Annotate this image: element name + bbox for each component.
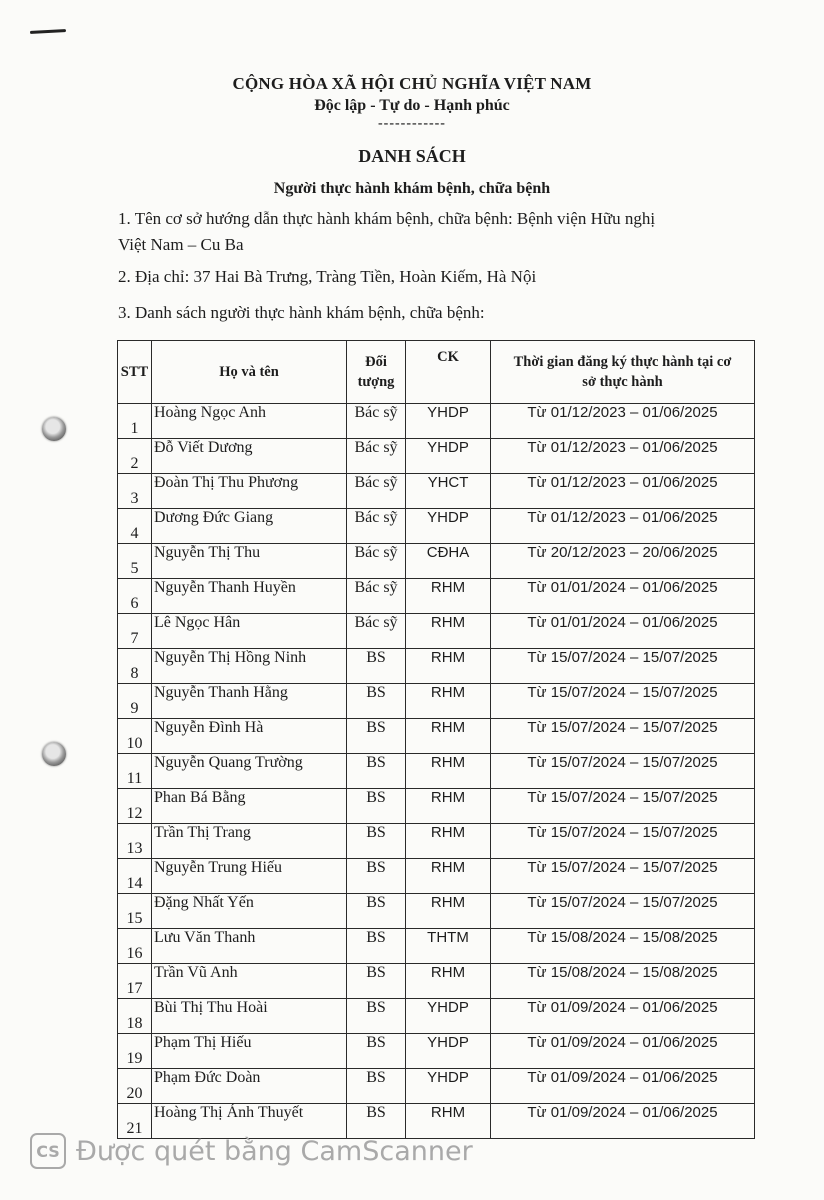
row-time: Từ 01/09/2024 – 01/06/2025 <box>491 1069 755 1104</box>
row-type: Bác sỹ <box>347 579 406 614</box>
row-ck: YHDP <box>406 999 491 1034</box>
header-time <box>491 341 755 404</box>
row-type: Bác sỹ <box>347 474 406 509</box>
header-stt: STT <box>118 341 152 404</box>
table-row <box>118 1034 755 1069</box>
table-row <box>118 439 755 474</box>
row-stt: 14 <box>118 859 152 894</box>
row-name: Đỗ Viết Dương <box>152 439 347 474</box>
row-time: Từ 01/12/2023 – 01/06/2025 <box>491 509 755 544</box>
row-stt: 17 <box>118 964 152 999</box>
table-row <box>118 404 755 439</box>
header-type-line1: Đối <box>365 354 387 370</box>
row-time: Từ 15/07/2024 – 15/07/2025 <box>491 824 755 859</box>
row-name: Nguyễn Đình Hà <box>152 719 347 754</box>
row-type: Bác sỹ <box>347 439 406 474</box>
table-header-row <box>118 341 755 404</box>
row-stt: 1 <box>118 404 152 439</box>
row-time: Từ 01/01/2024 – 01/06/2025 <box>491 614 755 649</box>
row-type: Bác sỹ <box>347 404 406 439</box>
row-stt: 6 <box>118 579 152 614</box>
row-time: Từ 15/07/2024 – 15/07/2025 <box>491 754 755 789</box>
row-stt: 15 <box>118 894 152 929</box>
row-type: BS <box>347 894 406 929</box>
row-name: Trần Thị Trang <box>152 824 347 859</box>
row-stt: 16 <box>118 929 152 964</box>
row-stt: 10 <box>118 719 152 754</box>
row-stt: 21 <box>118 1104 152 1139</box>
table-row <box>118 684 755 719</box>
national-title: CỘNG HÒA XÃ HỘI CHỦ NGHĨA VIỆT NAM <box>232 74 592 93</box>
row-time: Từ 01/12/2023 – 01/06/2025 <box>491 474 755 509</box>
row-time: Từ 01/09/2024 – 01/06/2025 <box>491 999 755 1034</box>
table-row <box>118 719 755 754</box>
row-stt: 5 <box>118 544 152 579</box>
row-ck: RHM <box>406 719 491 754</box>
header-type <box>347 341 406 404</box>
row-name: Lưu Văn Thanh <box>152 929 347 964</box>
row-time: Từ 20/12/2023 – 20/06/2025 <box>491 544 755 579</box>
row-ck: CĐHA <box>406 544 491 579</box>
document-title: DANH SÁCH <box>358 146 466 166</box>
row-name: Nguyễn Thanh Huyền <box>152 579 347 614</box>
row-name: Bùi Thị Thu Hoài <box>152 999 347 1034</box>
address-paragraph: 2. Địa chỉ: 37 Hai Bà Trưng, Tràng Tiền, Hoàn Kiếm, Hà Nội <box>118 267 537 286</box>
row-name: Lê Ngọc Hân <box>152 614 347 649</box>
row-stt: 18 <box>118 999 152 1034</box>
camscanner-logo-icon: CS <box>30 1133 66 1169</box>
table-row <box>118 1069 755 1104</box>
row-ck: RHM <box>406 649 491 684</box>
table-row <box>118 614 755 649</box>
row-time: Từ 15/07/2024 – 15/07/2025 <box>491 859 755 894</box>
facility-name-line2: Việt Nam – Cu Ba <box>118 235 244 254</box>
row-type: BS <box>347 1069 406 1104</box>
row-time: Từ 15/07/2024 – 15/07/2025 <box>491 789 755 824</box>
table-row <box>118 474 755 509</box>
row-stt: 12 <box>118 789 152 824</box>
table-row <box>118 649 755 684</box>
table-row <box>118 999 755 1034</box>
row-stt: 8 <box>118 649 152 684</box>
row-stt: 2 <box>118 439 152 474</box>
list-intro-paragraph: 3. Danh sách người thực hành khám bệnh, chữa bệnh: <box>118 303 485 322</box>
row-name: Trần Vũ Anh <box>152 964 347 999</box>
row-type: BS <box>347 1104 406 1139</box>
row-time: Từ 01/12/2023 – 01/06/2025 <box>491 439 755 474</box>
row-ck: RHM <box>406 964 491 999</box>
row-type: BS <box>347 999 406 1034</box>
row-name: Đoàn Thị Thu Phương <box>152 474 347 509</box>
row-ck: RHM <box>406 1104 491 1139</box>
header-time-line1: Thời gian đăng ký thực hành tại cơ <box>513 354 732 370</box>
row-type: Bác sỹ <box>347 614 406 649</box>
row-ck: RHM <box>406 684 491 719</box>
row-ck: RHM <box>406 824 491 859</box>
row-ck: YHDP <box>406 509 491 544</box>
row-ck: RHM <box>406 789 491 824</box>
row-type: Bác sỹ <box>347 544 406 579</box>
row-type: BS <box>347 789 406 824</box>
row-time: Từ 01/01/2024 – 01/06/2025 <box>491 579 755 614</box>
header-time-line2: sở thực hành <box>582 374 663 390</box>
row-name: Nguyễn Quang Trường <box>152 754 347 789</box>
row-name: Phan Bá Bằng <box>152 789 347 824</box>
row-ck: RHM <box>406 754 491 789</box>
row-time: Từ 01/09/2024 – 01/06/2025 <box>491 1034 755 1069</box>
national-motto: Độc lập - Tự do - Hạnh phúc <box>314 97 510 114</box>
table-row <box>118 509 755 544</box>
practitioner-table <box>117 340 755 1139</box>
row-name: Nguyễn Trung Hiếu <box>152 859 347 894</box>
document-subtitle: Người thực hành khám bệnh, chữa bệnh <box>273 180 551 197</box>
row-type: BS <box>347 929 406 964</box>
row-time: Từ 15/08/2024 – 15/08/2025 <box>491 929 755 964</box>
row-stt: 11 <box>118 754 152 789</box>
row-name: Nguyễn Thị Hồng Ninh <box>152 649 347 684</box>
row-ck: YHDP <box>406 439 491 474</box>
table-row <box>118 824 755 859</box>
pen-dash-mark <box>30 29 66 34</box>
row-name: Hoàng Thị Ánh Thuyết <box>152 1104 347 1139</box>
row-type: BS <box>347 754 406 789</box>
table-row <box>118 894 755 929</box>
row-ck: YHDP <box>406 1034 491 1069</box>
table-row <box>118 929 755 964</box>
row-ck: THTM <box>406 929 491 964</box>
table-row <box>118 544 755 579</box>
punch-hole-icon <box>42 742 66 766</box>
row-stt: 19 <box>118 1034 152 1069</box>
camscanner-watermark <box>30 1133 473 1169</box>
row-name: Phạm Thị Hiếu <box>152 1034 347 1069</box>
table-row <box>118 789 755 824</box>
row-stt: 9 <box>118 684 152 719</box>
row-name: Hoàng Ngọc Anh <box>152 404 347 439</box>
header-name: Họ và tên <box>152 341 347 404</box>
watermark-text: Được quét bằng CamScanner <box>76 1135 473 1167</box>
row-time: Từ 15/08/2024 – 15/08/2025 <box>491 964 755 999</box>
row-type: Bác sỹ <box>347 509 406 544</box>
row-ck: YHCT <box>406 474 491 509</box>
facility-name-line1: 1. Tên cơ sở hướng dẫn thực hành khám bệnh, chữa bệnh: Bệnh viện Hữu nghị <box>118 209 656 228</box>
punch-hole-icon <box>42 417 66 441</box>
row-ck: RHM <box>406 894 491 929</box>
facility-name-paragraph <box>118 206 768 258</box>
row-ck: YHDP <box>406 1069 491 1104</box>
row-time: Từ 15/07/2024 – 15/07/2025 <box>491 684 755 719</box>
row-time: Từ 15/07/2024 – 15/07/2025 <box>491 719 755 754</box>
table-row <box>118 754 755 789</box>
table-row <box>118 579 755 614</box>
row-ck: RHM <box>406 859 491 894</box>
row-name: Phạm Đức Doàn <box>152 1069 347 1104</box>
row-time: Từ 15/07/2024 – 15/07/2025 <box>491 649 755 684</box>
row-type: BS <box>347 649 406 684</box>
row-ck: RHM <box>406 579 491 614</box>
row-name: Dương Đức Giang <box>152 509 347 544</box>
header-separator: ------------ <box>378 116 446 131</box>
row-stt: 20 <box>118 1069 152 1104</box>
row-stt: 7 <box>118 614 152 649</box>
row-type: BS <box>347 684 406 719</box>
row-ck: RHM <box>406 614 491 649</box>
row-time: Từ 15/07/2024 – 15/07/2025 <box>491 894 755 929</box>
row-time: Từ 01/09/2024 – 01/06/2025 <box>491 1104 755 1139</box>
header-type-line2: tượng <box>357 374 395 390</box>
row-name: Nguyễn Thanh Hằng <box>152 684 347 719</box>
row-type: BS <box>347 824 406 859</box>
row-type: BS <box>347 964 406 999</box>
row-type: BS <box>347 859 406 894</box>
row-stt: 13 <box>118 824 152 859</box>
table-row <box>118 964 755 999</box>
table-row <box>118 859 755 894</box>
row-name: Nguyễn Thị Thu <box>152 544 347 579</box>
row-stt: 4 <box>118 509 152 544</box>
row-ck: YHDP <box>406 404 491 439</box>
row-type: BS <box>347 719 406 754</box>
row-name: Đặng Nhất Yến <box>152 894 347 929</box>
row-stt: 3 <box>118 474 152 509</box>
row-type: BS <box>347 1034 406 1069</box>
row-time: Từ 01/12/2023 – 01/06/2025 <box>491 404 755 439</box>
header-ck: CK <box>406 341 491 404</box>
